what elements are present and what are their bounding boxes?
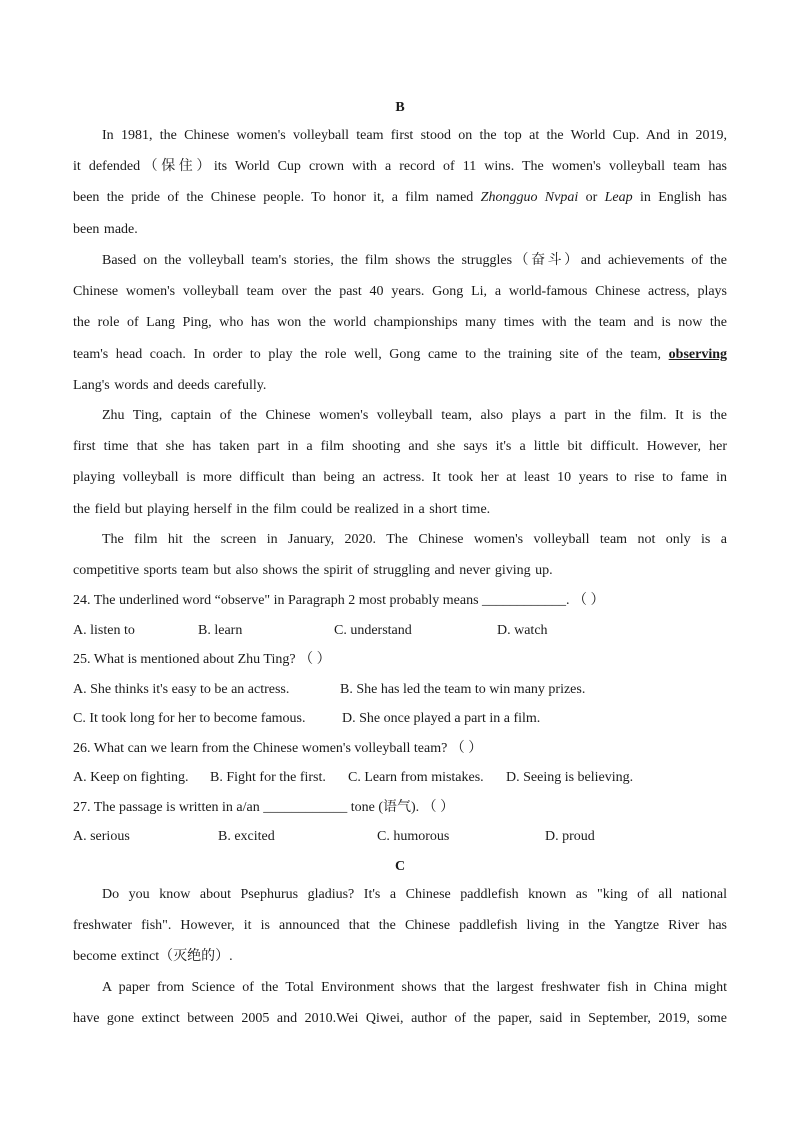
option-b: B. She has led the team to win many prizes.: [340, 682, 586, 697]
film-title-chinese: Zhongguo Nvpai: [480, 190, 579, 206]
option-b: B. Fight for the first.: [210, 770, 326, 785]
underlined-word: observing: [668, 346, 727, 362]
question-27: 27. The passage is written in a/an ____________ tone (语气). （ ）: [73, 800, 455, 815]
paragraph-b2: [73, 245, 727, 401]
text-line: been the pride of the Chinese people. To honor it, a film named Zhongguo Nvpai or Leap in English has: [73, 190, 727, 206]
text-line: In 1981, the Chinese women's volleyball team first stood on the top at the World Cup. And in 2019,: [102, 128, 727, 143]
question-26: 26. What can we learn from the Chinese women's volleyball team? （ ）: [73, 741, 483, 756]
text-line: become extinct（灭绝的）.: [73, 949, 233, 965]
section-c-title: C: [394, 859, 406, 874]
paragraph-b4: [73, 524, 727, 586]
section-b-title: B: [395, 100, 405, 115]
question-24: 24. The underlined word “observe" in Paragraph 2 most probably means ____________. （ ）: [73, 593, 605, 608]
option-c: C. Learn from mistakes.: [348, 770, 484, 785]
text-line: playing volleyball is more difficult than being an actress. It took her at least 10 years to rise to fame in: [73, 470, 727, 486]
film-title-english: Leap: [604, 190, 633, 206]
text-line: The film hit the screen in January, 2020. The Chinese women's volleyball team not only is a: [102, 532, 727, 547]
text-line: Chinese women's volleyball team over the past 40 years. Gong Li, a world-famous Chinese actress, plays: [73, 284, 727, 300]
paragraph-b1: [73, 120, 727, 245]
option-d: D. watch: [497, 623, 548, 638]
option-d: D. proud: [545, 829, 595, 844]
paragraph-b3: [73, 400, 727, 525]
option-a: A. listen to: [73, 623, 135, 638]
text-line: Based on the volleyball team's stories, the film shows the struggles（奋斗）and achievements of the: [102, 253, 727, 268]
option-a: A. serious: [73, 829, 130, 844]
text-line: it defended（保住）its World Cup crown with a record of 11 wins. The women's volleyball team has: [73, 159, 727, 175]
option-a: A. She thinks it's easy to be an actress.: [73, 682, 290, 697]
paragraph-c1: [73, 879, 727, 973]
option-c: C. humorous: [377, 829, 450, 844]
text-line: Lang's words and deeds carefully.: [73, 377, 267, 393]
text-line: A paper from Science of the Total Environment shows that the largest freshwater fish in China might: [102, 980, 727, 995]
option-b: B. learn: [198, 623, 243, 638]
option-d: D. She once played a part in a film.: [342, 711, 541, 726]
text-line: Do you know about Psephurus gladius? It's a Chinese paddlefish known as "king of all national: [102, 887, 727, 902]
option-a: A. Keep on fighting.: [73, 770, 189, 785]
option-c: C. understand: [334, 623, 412, 638]
paragraph-c2: [73, 972, 727, 1034]
text-line: competitive sports team but also shows the spirit of struggling and never giving up.: [73, 563, 553, 579]
option-b: B. excited: [218, 829, 275, 844]
option-d: D. Seeing is believing.: [506, 770, 634, 785]
text-line: first time that she has taken part in a film shooting and she says it's a little bit difficult. However, her: [73, 439, 727, 455]
text-line: team's head coach. In order to play the role well, Gong came to the training site of the team, observing: [73, 346, 727, 362]
text-line: been made.: [73, 221, 138, 237]
option-c: C. It took long for her to become famous.: [73, 711, 306, 726]
text-line: the role of Lang Ping, who has won the world championships many times with the team and is now the: [73, 315, 727, 331]
question-25: 25. What is mentioned about Zhu Ting? （ ）: [73, 652, 331, 667]
text-line: Zhu Ting, captain of the Chinese women's volleyball team, also plays a part in the film. It is the: [102, 408, 727, 423]
text-line: the field but playing herself in the film could be realized in a short time.: [73, 501, 491, 517]
text-line: freshwater fish". However, it is announced that the Chinese paddlefish living in the Yangtze River has: [73, 918, 727, 934]
text-line: have gone extinct between 2005 and 2010.Wei Qiwei, author of the paper, said in September, 2019, some: [73, 1011, 727, 1027]
